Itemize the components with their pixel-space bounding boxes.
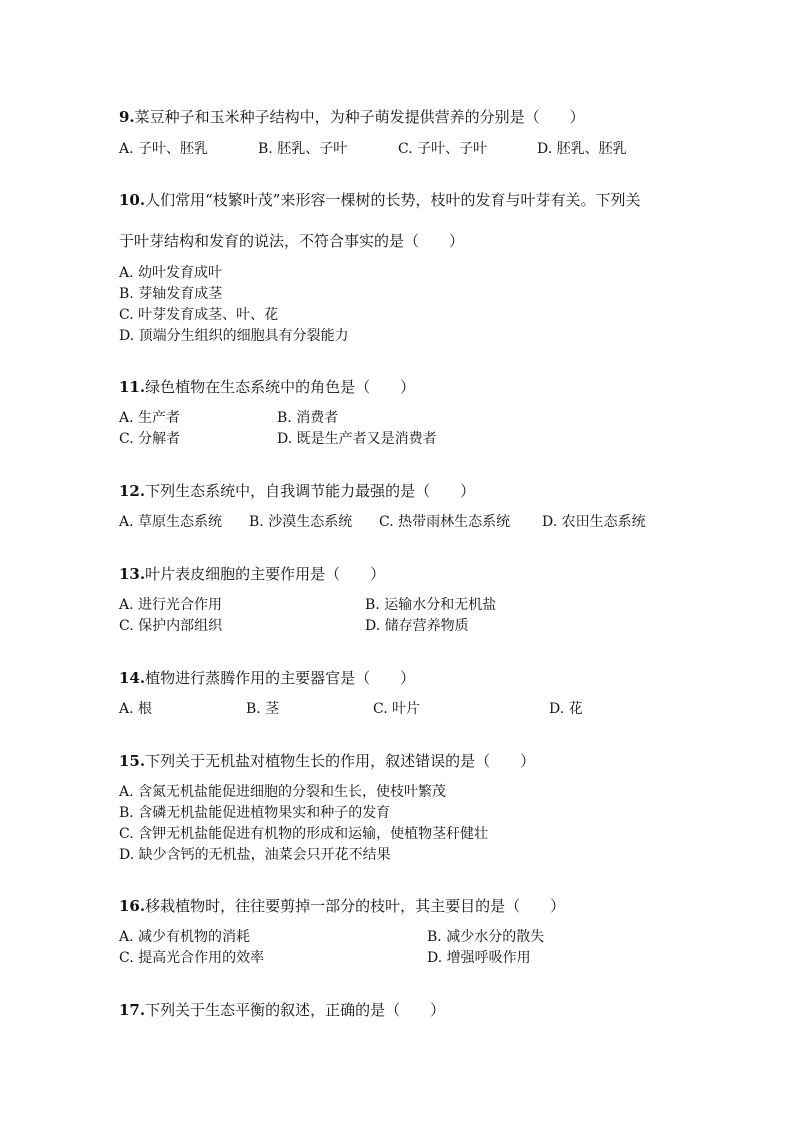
- option-a: A. 生产者: [119, 410, 181, 426]
- option-c: C. 分解者: [119, 431, 181, 447]
- option-c: C. 保护内部组织: [119, 618, 223, 634]
- option-b: B. 沙漠生态系统: [249, 514, 353, 530]
- option-a: A. 进行光合作用: [119, 597, 223, 613]
- option-d: D. 增强呼吸作用: [427, 950, 531, 966]
- option-c: C. 提高光合作用的效率: [119, 950, 265, 966]
- question-number: 12.: [119, 482, 146, 500]
- option-b: B. 消费者: [277, 410, 339, 426]
- question-number: 16.: [119, 897, 146, 915]
- option-b: B. 运输水分和无机盐: [365, 597, 497, 613]
- question-16: [119, 896, 565, 916]
- option-d: D. 储存营养物质: [365, 618, 469, 634]
- option-c: C. 叶片: [373, 701, 421, 717]
- question-10: [119, 190, 640, 210]
- question-12: [119, 481, 475, 501]
- question-number: 9.: [119, 108, 135, 126]
- option-c: C. 热带雨林生态系统: [379, 514, 511, 530]
- question-number: 15.: [119, 752, 146, 770]
- option-b: B. 芽轴发育成茎: [119, 286, 223, 302]
- option-a: A. 减少有机物的消耗: [119, 929, 251, 945]
- question-11: [119, 377, 415, 397]
- option-a: A. 草原生态系统: [119, 514, 223, 530]
- option-d: D. 缺少含钙的无机盐，油菜会只开花不结果: [119, 847, 391, 863]
- option-c: C. 含钾无机盐能促进有机物的形成和运输，使植物茎秆健壮: [119, 826, 489, 842]
- option-d: D. 花: [549, 701, 583, 717]
- question-13: [119, 564, 385, 584]
- option-d: D. 胚乳、胚乳: [537, 141, 627, 157]
- question-9: [119, 107, 585, 127]
- question-stem: 下列关于无机盐对植物生长的作用，叙述错误的是（ ）: [145, 752, 536, 770]
- option-d: D. 农田生态系统: [542, 514, 646, 530]
- option-b: B. 减少水分的散失: [427, 929, 545, 945]
- option-a: A. 幼叶发育成叶: [119, 265, 223, 281]
- question-stem: 植物进行蒸腾作用的主要器官是（ ）: [145, 669, 416, 687]
- question-15: [119, 751, 535, 771]
- question-stem-line-1: 人们常用“枝繁叶茂”来形容一棵树的长势，枝叶的发育与叶芽有关。下列关: [145, 191, 641, 209]
- option-b: B. 胚乳、子叶: [258, 141, 348, 157]
- option-a: A. 根: [119, 701, 153, 717]
- question-number: 13.: [119, 565, 146, 583]
- option-a: A. 含氮无机盐能促进细胞的分裂和生长，使枝叶繁茂: [119, 784, 447, 800]
- option-c: C. 叶芽发育成茎、叶、花: [119, 307, 279, 323]
- question-stem: 菜豆种子和玉米种子结构中，为种子萌发提供营养的分别是（ ）: [134, 108, 585, 126]
- option-b: B. 茎: [246, 701, 280, 717]
- question-number: 10.: [119, 191, 146, 209]
- question-14: [119, 668, 415, 688]
- question-stem: 叶片表皮细胞的主要作用是（ ）: [145, 565, 386, 583]
- option-a: A. 子叶、胚乳: [119, 141, 209, 157]
- question-number: 14.: [119, 669, 146, 687]
- option-d: D. 顶端分生组织的细胞具有分裂能力: [119, 328, 349, 344]
- question-number: 17.: [119, 1001, 146, 1019]
- option-c: C. 子叶、子叶: [398, 141, 488, 157]
- option-b: B. 含磷无机盐能促进植物果实和种子的发育: [119, 805, 391, 821]
- question-stem-line-2: 于叶芽结构和发育的说法，不符合事实的是（ ）: [119, 232, 465, 250]
- question-stem: 绿色植物在生态系统中的角色是（ ）: [145, 378, 416, 396]
- question-stem: 下列生态系统中，自我调节能力最强的是（ ）: [145, 482, 476, 500]
- question-17: [119, 1000, 445, 1020]
- question-stem: 移栽植物时，往往要剪掉一部分的枝叶，其主要目的是（ ）: [145, 897, 566, 915]
- option-d: D. 既是生产者又是消费者: [277, 431, 437, 447]
- question-stem: 下列关于生态平衡的叙述，正确的是（ ）: [145, 1001, 446, 1019]
- question-number: 11.: [119, 378, 146, 396]
